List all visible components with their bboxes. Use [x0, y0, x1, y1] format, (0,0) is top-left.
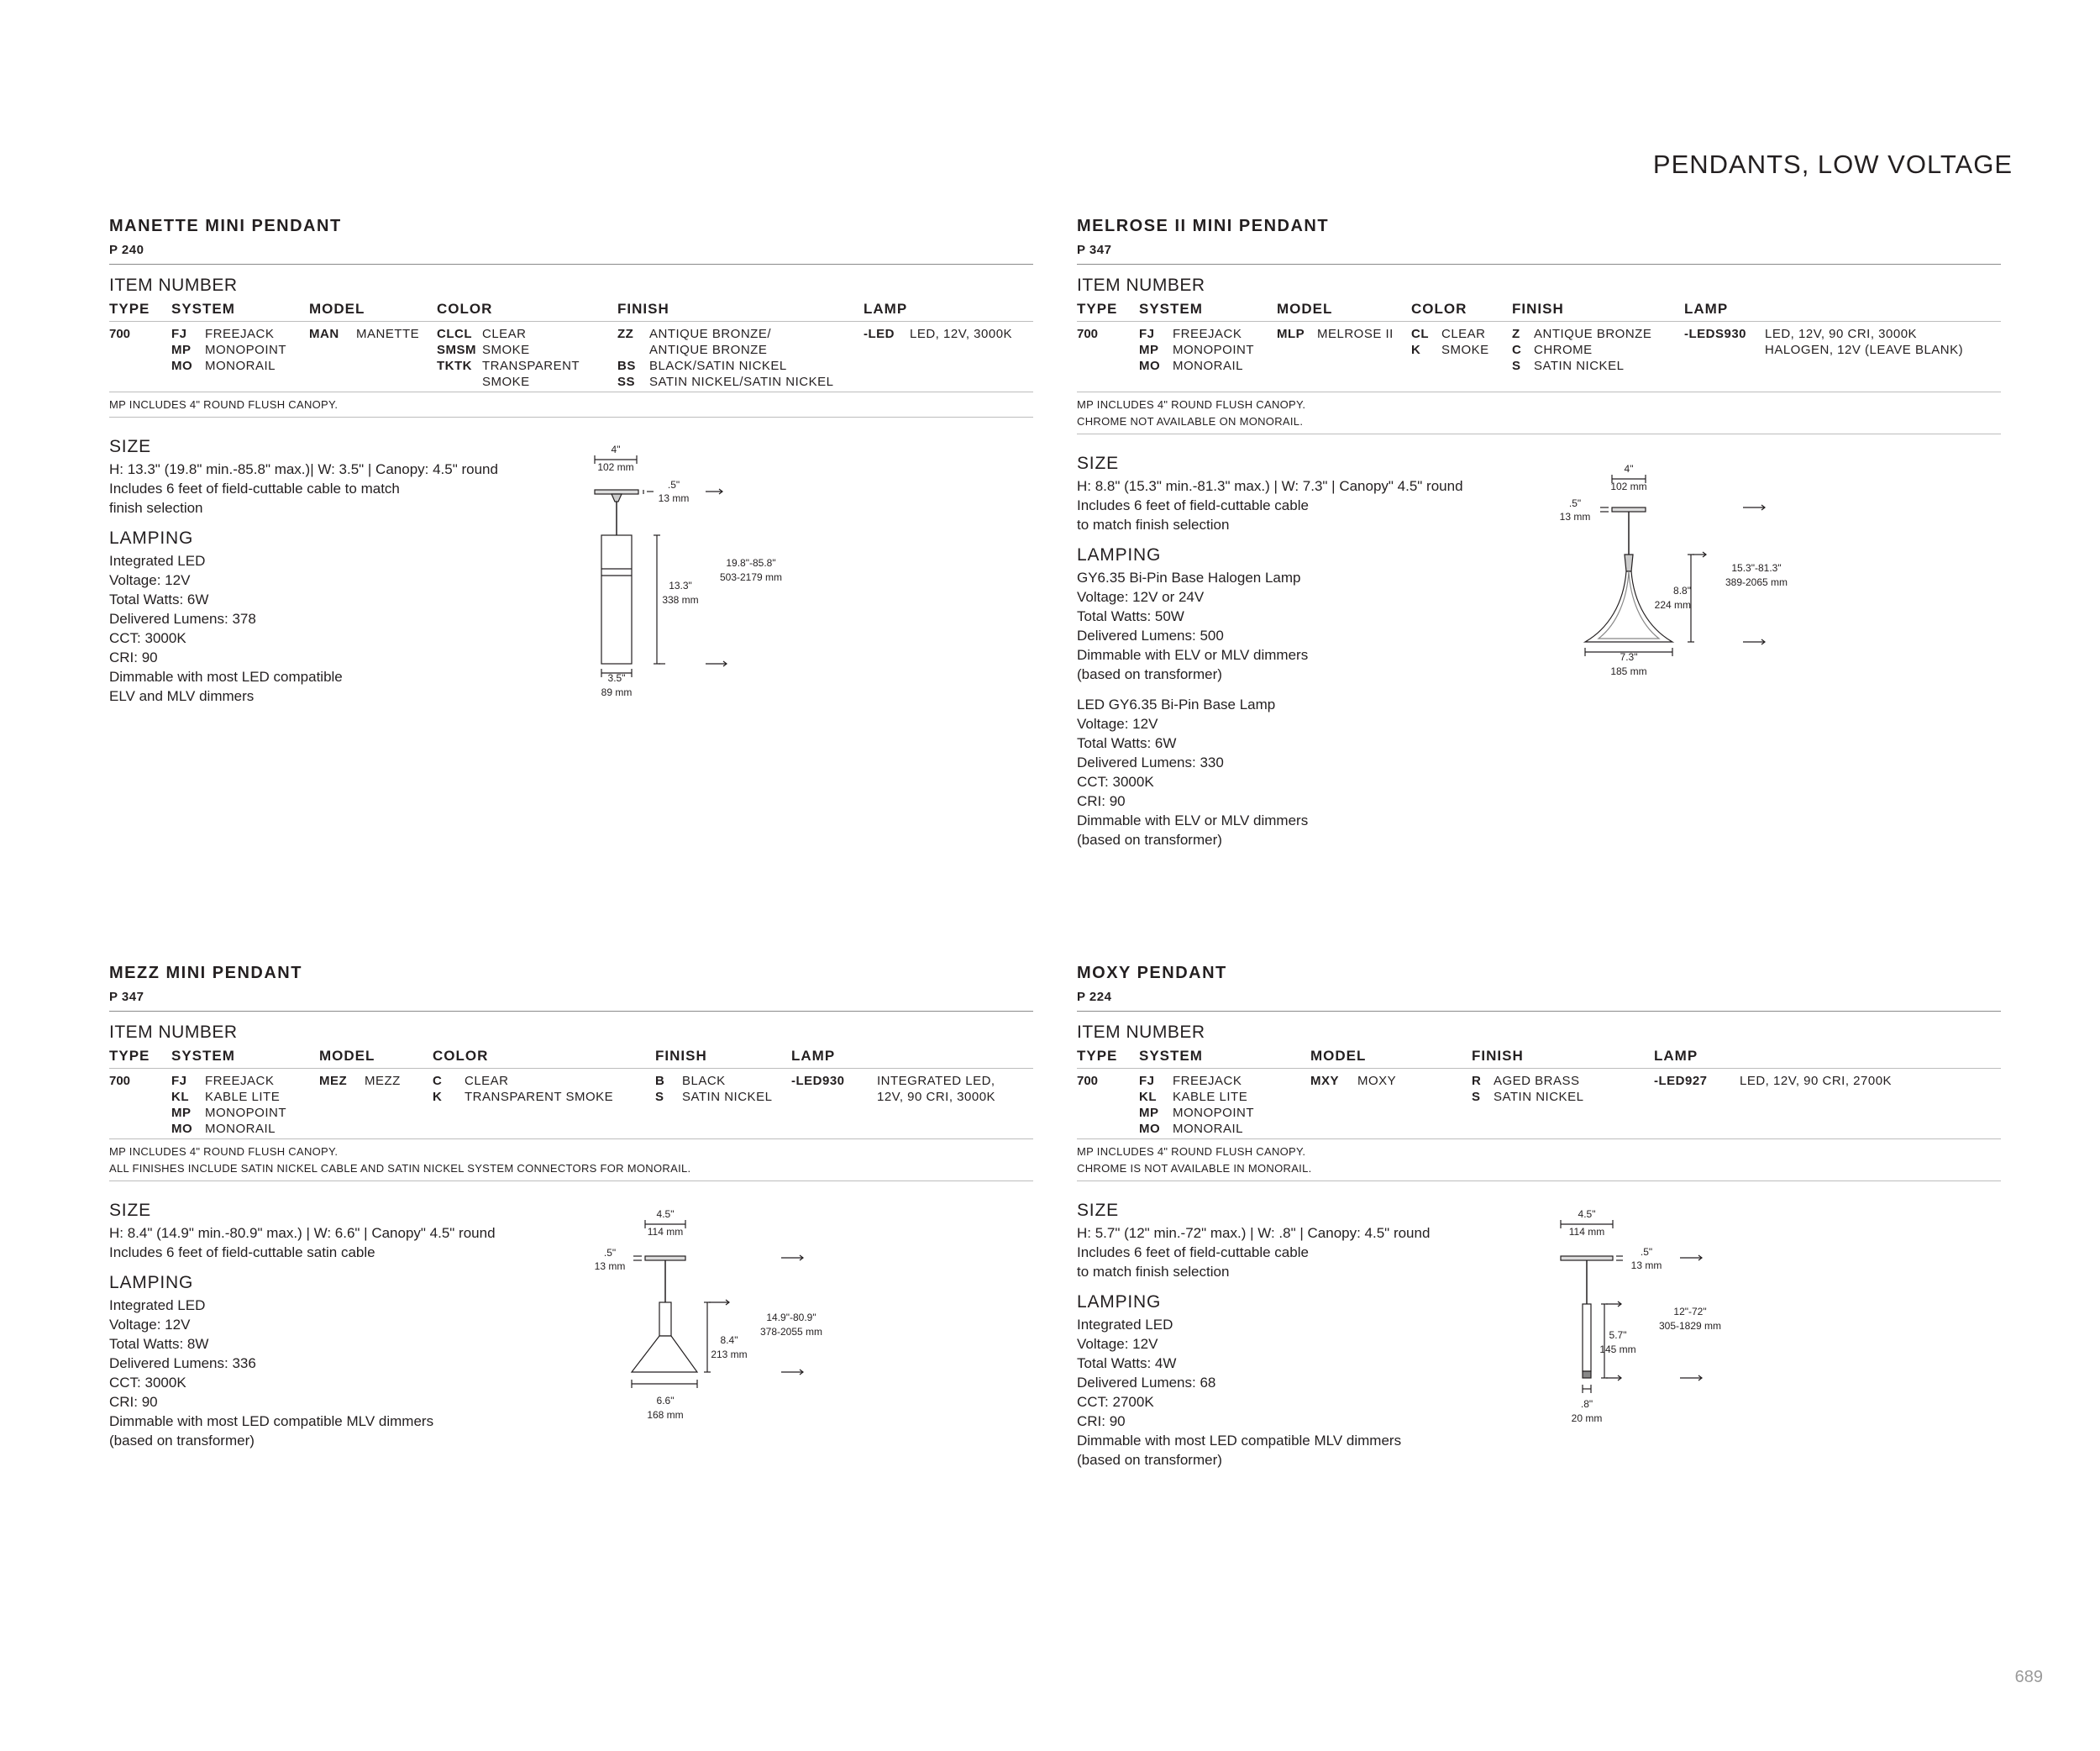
- lamp-options: [1654, 1073, 1892, 1089]
- system-option: KL KABLE LITE: [171, 1090, 281, 1104]
- header-finish: FINISH: [617, 301, 669, 317]
- header-type: TYPE: [109, 301, 150, 317]
- header-rule: [109, 1068, 1033, 1069]
- melrose-section: [1077, 217, 2001, 884]
- type-value: 700: [1077, 1074, 1099, 1088]
- lamping-heading: LAMPING: [109, 528, 194, 548]
- type-value: 700: [109, 327, 131, 341]
- finish-option: ZZ ANTIQUE BRONZE/: [617, 327, 772, 341]
- lamping-line: CRI: 90: [109, 649, 158, 665]
- dim-height-mm: 213 mm: [711, 1349, 748, 1360]
- item-number-heading: ITEM NUMBER: [109, 276, 238, 295]
- finish-option: S SATIN NICKEL: [1512, 359, 1625, 373]
- lamping-line: Dimmable with ELV or MLV dimmers: [1077, 812, 1309, 828]
- note-rule: [109, 417, 1033, 418]
- lamping-line: Total Watts: 4W: [1077, 1355, 1177, 1371]
- note: ALL FINISHES INCLUDE SATIN NICKEL CABLE AND SATIN NICKEL SYSTEM CONNECTORS FOR MONORAIL.: [109, 1162, 691, 1175]
- header-type: TYPE: [1077, 301, 1118, 317]
- lamping-line: Delivered Lumens: 500: [1077, 628, 1224, 644]
- dim-canopy-in: 4": [1624, 463, 1634, 475]
- dim-height-mm: 145 mm: [1599, 1343, 1636, 1355]
- dim-canopy-in: 4.5": [1578, 1208, 1596, 1220]
- dim-width-in: 3.5": [607, 672, 626, 684]
- lamping-line: Dimmable with ELV or MLV dimmers: [1077, 647, 1309, 663]
- lamping-line: CCT: 3000K: [1077, 774, 1154, 790]
- lamping-line: Dimmable with most LED compatible MLV dimmers: [109, 1413, 434, 1429]
- lamping-line: Integrated LED: [109, 1297, 206, 1313]
- size-line: finish selection: [109, 500, 203, 516]
- lamping-line: Delivered Lumens: 378: [109, 611, 256, 627]
- note-rule: [109, 1180, 1033, 1181]
- lamping-line: CRI: 90: [109, 1394, 158, 1410]
- lamp-option: -LED927 LED, 12V, 90 CRI, 2700K: [1654, 1074, 1893, 1088]
- lamping-line: Total Watts: 6W: [1077, 735, 1177, 751]
- lamping-line: (based on transformer): [109, 1433, 255, 1449]
- page-reference: P 347: [109, 990, 144, 1004]
- system-options: [1139, 1073, 1254, 1137]
- finish-option: ANTIQUE BRONZE: [649, 343, 768, 357]
- header-lamp: LAMP: [864, 301, 908, 317]
- header-type: TYPE: [109, 1048, 150, 1064]
- color-options: [433, 1073, 613, 1105]
- options-rule: [109, 1138, 1033, 1139]
- system-option: MP MONOPOINT: [171, 1106, 286, 1120]
- header-color: COLOR: [437, 301, 493, 317]
- lamping-line: Total Watts: 6W: [109, 592, 209, 607]
- system-option: FJ FREEJACK: [1139, 327, 1242, 341]
- dim-canopy-mm: 114 mm: [1568, 1226, 1605, 1238]
- color-option: C CLEAR: [433, 1074, 509, 1088]
- color-options: [437, 326, 580, 390]
- system-options: [171, 1073, 286, 1137]
- type-value: 700: [1077, 327, 1099, 341]
- lamping-heading: LAMPING: [1077, 545, 1162, 565]
- lamp-options: [791, 1073, 995, 1105]
- system-options: [1139, 326, 1254, 374]
- lamping-line: CCT: 3000K: [109, 1375, 186, 1391]
- color-option: K TRANSPARENT SMOKE: [433, 1090, 614, 1104]
- divider: [1077, 264, 2001, 265]
- system-option: FJ FREEJACK: [171, 1074, 275, 1088]
- system-option: MP MONOPOINT: [1139, 343, 1254, 357]
- lamping-line: LED GY6.35 Bi-Pin Base Lamp: [1077, 697, 1276, 712]
- finish-option: S SATIN NICKEL: [1472, 1090, 1584, 1104]
- header-system: SYSTEM: [171, 1048, 235, 1064]
- lamping-line: Voltage: 12V: [109, 1317, 191, 1333]
- lamping-line: Voltage: 12V: [1077, 1336, 1158, 1352]
- section-title: MANETTE MINI PENDANT: [109, 217, 342, 235]
- color-option: SMSM SMOKE: [437, 343, 530, 357]
- dim-canopy-in: 4.5": [656, 1208, 675, 1220]
- system-option: MP MONOPOINT: [1139, 1106, 1254, 1120]
- dim-overall-mm: 503-2179 mm: [719, 571, 783, 583]
- note: MP INCLUDES 4" ROUND FLUSH CANOPY.: [109, 398, 339, 411]
- dim-canopy-h-in: .5": [1568, 497, 1582, 509]
- dim-overall-mm: 305-1829 mm: [1658, 1320, 1722, 1332]
- note: CHROME NOT AVAILABLE ON MONORAIL.: [1077, 415, 1304, 428]
- color-option: CL CLEAR: [1411, 327, 1486, 341]
- header-system: SYSTEM: [171, 301, 235, 317]
- lamping-line: Integrated LED: [109, 553, 206, 569]
- dim-canopy-h-mm: 13 mm: [1630, 1259, 1662, 1271]
- type-value: 700: [109, 1074, 131, 1088]
- options-rule: [1077, 1138, 2001, 1139]
- dim-canopy-h-in: .5": [667, 479, 680, 491]
- header-color: COLOR: [433, 1048, 489, 1064]
- divider: [109, 1011, 1033, 1012]
- lamping-line: (based on transformer): [1077, 1452, 1222, 1468]
- dim-width-mm: 20 mm: [1571, 1412, 1603, 1424]
- divider: [1077, 1011, 2001, 1012]
- system-option: MO MONORAIL: [171, 359, 276, 373]
- finish-options: [1512, 326, 1651, 374]
- color-option: K SMOKE: [1411, 343, 1489, 357]
- mezz-section: [109, 964, 1033, 1496]
- lamping-line: Total Watts: 50W: [1077, 608, 1184, 624]
- dim-height-mm: 224 mm: [1654, 599, 1691, 611]
- note-rule: [1077, 1180, 2001, 1181]
- lamping-line: Total Watts: 8W: [109, 1336, 209, 1352]
- system-option: MO MONORAIL: [1139, 1122, 1244, 1136]
- size-heading: SIZE: [1077, 1201, 1119, 1220]
- dim-height-in: 8.4": [720, 1334, 738, 1346]
- lamping-line: CRI: 90: [1077, 1413, 1126, 1429]
- size-line: to match finish selection: [1077, 517, 1230, 533]
- page-reference: P 224: [1077, 990, 1112, 1004]
- dim-height-mm: 338 mm: [662, 594, 699, 606]
- finish-option: SS SATIN NICKEL/SATIN NICKEL: [617, 375, 834, 389]
- size-line: to match finish selection: [1077, 1264, 1230, 1280]
- dim-width-in: .8": [1580, 1398, 1593, 1410]
- dim-canopy-h-mm: 13 mm: [594, 1260, 626, 1272]
- lamping-line: Dimmable with most LED compatible MLV dimmers: [1077, 1433, 1402, 1449]
- page-reference: P 347: [1077, 243, 1112, 257]
- header-model: MODEL: [309, 301, 365, 317]
- finish-option: R AGED BRASS: [1472, 1074, 1580, 1088]
- spec-block: [109, 1201, 580, 1461]
- header-system: SYSTEM: [1139, 1048, 1203, 1064]
- header-model: MODEL: [1277, 301, 1333, 317]
- lamping-heading: LAMPING: [1077, 1292, 1162, 1312]
- mezz-dimension-drawing: [588, 1206, 840, 1433]
- item-number-heading: ITEM NUMBER: [1077, 276, 1205, 295]
- moxy-section: [1077, 964, 2001, 1513]
- finish-option: C CHROME: [1512, 343, 1593, 357]
- divider: [109, 264, 1033, 265]
- system-option: FJ FREEJACK: [171, 327, 275, 341]
- model-option: MAN MANETTE: [309, 327, 420, 341]
- lamping-line: ELV and MLV dimmers: [109, 688, 255, 704]
- system-option: FJ FREEJACK: [1139, 1074, 1242, 1088]
- note: CHROME IS NOT AVAILABLE IN MONORAIL.: [1077, 1162, 1312, 1175]
- finish-options: [617, 326, 834, 390]
- lamp-option: HALOGEN, 12V (LEAVE BLANK): [1765, 343, 1964, 357]
- dim-overall-in: 12"-72": [1673, 1306, 1707, 1317]
- system-option: MO MONORAIL: [1139, 359, 1244, 373]
- lamping-line: CCT: 3000K: [109, 630, 186, 646]
- size-line: Includes 6 feet of field-cuttable satin cable: [109, 1244, 375, 1260]
- dim-overall-mm: 389-2065 mm: [1725, 576, 1788, 588]
- page-number: 689: [2014, 1668, 2043, 1686]
- lamping-line: Dimmable with most LED compatible: [109, 669, 343, 685]
- header-rule: [1077, 321, 2001, 322]
- moxy-dimension-drawing: [1546, 1206, 1747, 1433]
- lamping-line: Integrated LED: [1077, 1317, 1173, 1333]
- finish-options: [655, 1073, 772, 1105]
- size-line: H: 13.3" (19.8" min.-85.8" max.)| W: 3.5" | Canopy: 4.5" round: [109, 461, 498, 477]
- section-title: MELROSE II MINI PENDANT: [1077, 217, 1330, 235]
- size-line: Includes 6 feet of field-cuttable cable: [1077, 497, 1309, 513]
- size-heading: SIZE: [109, 437, 151, 456]
- size-line: Includes 6 feet of field-cuttable cable: [1077, 1244, 1309, 1260]
- dim-canopy-mm: 102 mm: [1610, 481, 1647, 492]
- lamping-line: CRI: 90: [1077, 793, 1126, 809]
- dim-width-mm: 168 mm: [647, 1409, 684, 1421]
- lamp-options: [864, 326, 1012, 342]
- lamp-option: -LEDS930 LED, 12V, 90 CRI, 3000K: [1684, 327, 1918, 341]
- finish-option: S SATIN NICKEL: [655, 1090, 773, 1104]
- dim-width-in: 6.6": [656, 1395, 675, 1407]
- header-system: SYSTEM: [1139, 301, 1203, 317]
- dim-overall-in: 15.3"-81.3": [1731, 562, 1782, 574]
- spec-block: [109, 437, 580, 717]
- system-option: MP MONOPOINT: [171, 343, 286, 357]
- lamping-line: Delivered Lumens: 330: [1077, 755, 1224, 770]
- color-option: TKTK TRANSPARENT: [437, 359, 580, 373]
- lamping-line: Delivered Lumens: 336: [109, 1355, 256, 1371]
- lamping-line: Delivered Lumens: 68: [1077, 1375, 1216, 1391]
- dim-canopy-in: 4": [611, 444, 621, 455]
- header-finish: FINISH: [1472, 1048, 1524, 1064]
- model-option: MXY MOXY: [1310, 1074, 1397, 1088]
- note: MP INCLUDES 4" ROUND FLUSH CANOPY.: [1077, 1145, 1306, 1158]
- header-rule: [109, 321, 1033, 322]
- spec-block: [1077, 454, 1547, 860]
- dim-overall-in: 19.8"-85.8": [726, 557, 776, 569]
- dim-width-mm: 89 mm: [601, 686, 633, 698]
- note: MP INCLUDES 4" ROUND FLUSH CANOPY.: [1077, 398, 1306, 411]
- page-title: PENDANTS, LOW VOLTAGE: [1652, 150, 2013, 179]
- melrose-dimension-drawing: [1550, 460, 1819, 687]
- dim-height-in: 8.8": [1673, 585, 1691, 597]
- item-number-heading: ITEM NUMBER: [109, 1023, 238, 1042]
- header-lamp: LAMP: [1654, 1048, 1698, 1064]
- model-option: MLP MELROSE II: [1277, 327, 1394, 341]
- section-title: MEZZ MINI PENDANT: [109, 964, 302, 982]
- dim-overall-mm: 378-2055 mm: [759, 1326, 823, 1338]
- lamp-option: 12V, 90 CRI, 3000K: [877, 1090, 996, 1104]
- dim-canopy-h-in: .5": [1640, 1246, 1653, 1258]
- lamping-line: Voltage: 12V or 24V: [1077, 589, 1205, 605]
- model-option: MEZ MEZZ: [319, 1074, 401, 1088]
- dim-canopy-mm: 114 mm: [647, 1226, 684, 1238]
- header-model: MODEL: [1310, 1048, 1367, 1064]
- dim-width-in: 7.3": [1620, 651, 1638, 663]
- size-line: Includes 6 feet of field-cuttable cable to match: [109, 481, 400, 497]
- system-options: [171, 326, 286, 374]
- header-type: TYPE: [1077, 1048, 1118, 1064]
- system-option: KL KABLE LITE: [1139, 1090, 1248, 1104]
- color-option: SMOKE: [482, 375, 530, 389]
- header-lamp: LAMP: [1684, 301, 1729, 317]
- header-finish: FINISH: [1512, 301, 1564, 317]
- dim-canopy-mm: 102 mm: [597, 461, 634, 473]
- size-heading: SIZE: [1077, 454, 1119, 473]
- lamp-options: [1684, 326, 1963, 358]
- color-option: CLCL CLEAR: [437, 327, 527, 341]
- note: MP INCLUDES 4" ROUND FLUSH CANOPY.: [109, 1145, 339, 1158]
- system-option: MO MONORAIL: [171, 1122, 276, 1136]
- size-line: H: 8.8" (15.3" min.-81.3" max.) | W: 7.3" | Canopy" 4.5" round: [1077, 478, 1463, 494]
- size-line: H: 5.7" (12" min.-72" max.) | W: .8" | Canopy: 4.5" round: [1077, 1225, 1431, 1241]
- finish-option: B BLACK: [655, 1074, 726, 1088]
- header-color: COLOR: [1411, 301, 1467, 317]
- dim-width-mm: 185 mm: [1610, 665, 1647, 677]
- lamping-line: CCT: 2700K: [1077, 1394, 1154, 1410]
- spec-block: [1077, 1201, 1547, 1480]
- lamp-option: -LED930 INTEGRATED LED,: [791, 1074, 995, 1088]
- finish-option: Z ANTIQUE BRONZE: [1512, 327, 1652, 341]
- size-heading: SIZE: [109, 1201, 151, 1220]
- lamping-line: (based on transformer): [1077, 666, 1222, 682]
- dim-height-in: 13.3": [669, 580, 692, 592]
- lamp-option: -LED LED, 12V, 3000K: [864, 327, 1013, 341]
- dim-height-in: 5.7": [1609, 1329, 1627, 1341]
- dim-canopy-h-in: .5": [603, 1247, 617, 1259]
- dim-canopy-h-mm: 13 mm: [658, 492, 690, 504]
- lamping-line: (based on transformer): [1077, 832, 1222, 848]
- header-rule: [1077, 1068, 2001, 1069]
- lamping-heading: LAMPING: [109, 1273, 194, 1292]
- page-reference: P 240: [109, 243, 144, 257]
- lamping-line: Voltage: 12V: [109, 572, 191, 588]
- lamping-line: GY6.35 Bi-Pin Base Halogen Lamp: [1077, 570, 1301, 586]
- lamping-line: Voltage: 12V: [1077, 716, 1158, 732]
- finish-option: BS BLACK/SATIN NICKEL: [617, 359, 787, 373]
- size-line: H: 8.4" (14.9" min.-80.9" max.) | W: 6.6" | Canopy" 4.5" round: [109, 1225, 496, 1241]
- header-finish: FINISH: [655, 1048, 707, 1064]
- section-title: MOXY PENDANT: [1077, 964, 1227, 982]
- manette-dimension-drawing: [580, 441, 798, 710]
- finish-options: [1472, 1073, 1583, 1105]
- dim-canopy-h-mm: 13 mm: [1559, 511, 1591, 523]
- dim-overall-in: 14.9"-80.9": [766, 1312, 816, 1323]
- color-options: [1411, 326, 1489, 358]
- item-number-heading: ITEM NUMBER: [1077, 1023, 1205, 1042]
- header-model: MODEL: [319, 1048, 375, 1064]
- header-lamp: LAMP: [791, 1048, 836, 1064]
